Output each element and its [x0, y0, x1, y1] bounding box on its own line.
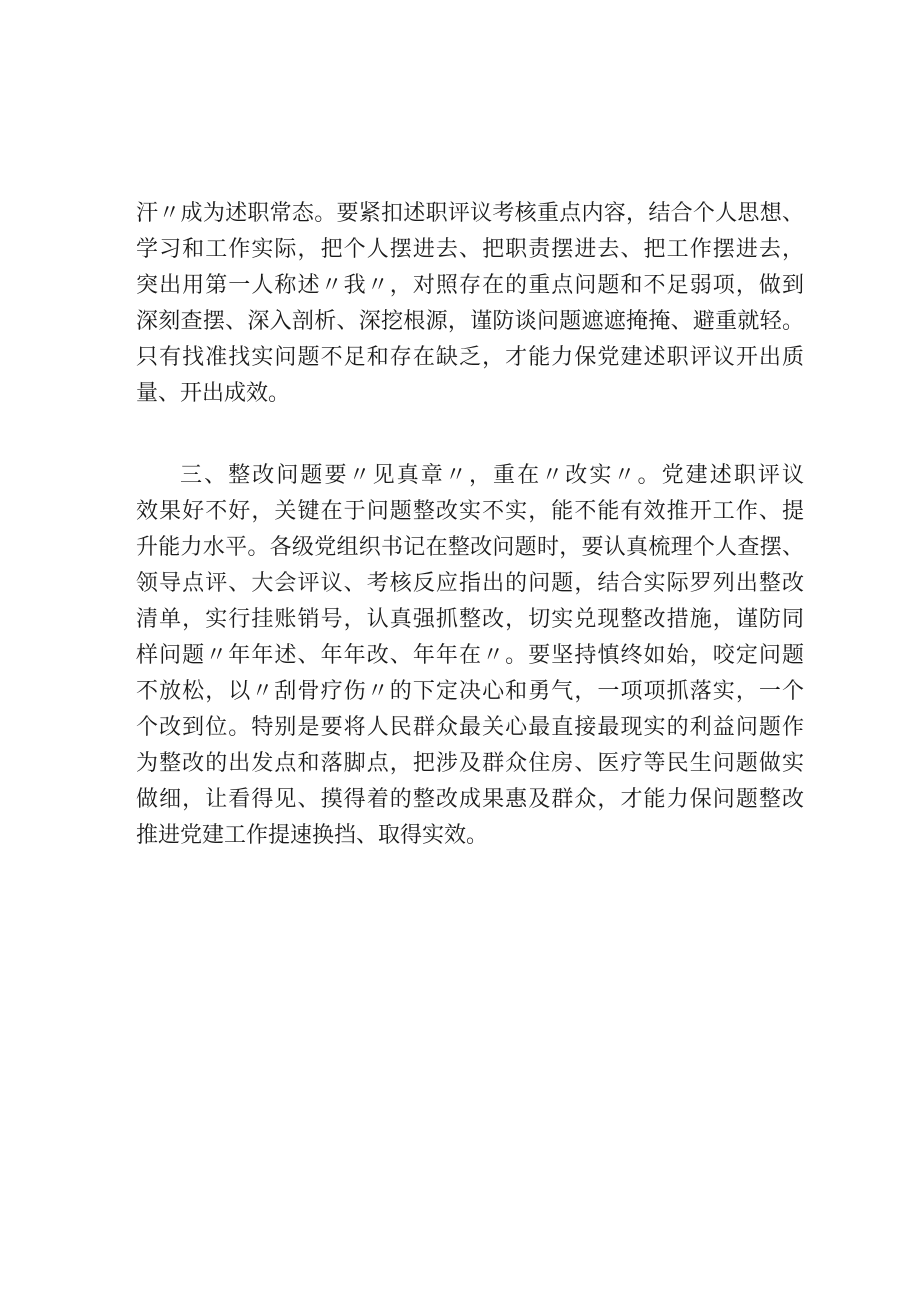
- text-line: 为整改的出发点和落脚点，把涉及群众住房、医疗等民生问题做实: [136, 751, 804, 776]
- text-line: 样问题〃年年述、年年改、年年在〃。要坚持慎终如始，咬定问题: [136, 643, 804, 668]
- text-line: 效果好不好，关键在于问题整改实不实，能不能有效推开工作、提: [136, 499, 804, 524]
- text-line: 学习和工作实际，把个人摆进去、把职责摆进去、把工作摆进去，: [136, 237, 804, 262]
- text-line: 汗〃成为述职常态。要紧扣述职评议考核重点内容，结合个人思想、: [136, 201, 804, 226]
- text-line: 个改到位。特别是要将人民群众最关心最直接最现实的利益问题作: [136, 715, 804, 740]
- text-line: 只有找准找实问题不足和存在缺乏，才能力保党建述职评议开出质: [136, 345, 804, 370]
- paragraph-1: [136, 196, 804, 412]
- text-line: 领导点评、大会评议、考核反应指出的问题，结合实际罗列出整改: [136, 571, 804, 596]
- text-line: 量、开出成效。: [136, 381, 291, 406]
- text-line: 三、整改问题要〃见真章〃，重在〃改实〃。党建述职评议: [180, 463, 804, 488]
- text-line: 不放松，以〃刮骨疗伤〃的下定决心和勇气，一项项抓落实，一个: [136, 679, 804, 704]
- text-line: 升能力水平。各级党组织书记在整改问题时，要认真梳理个人查摆、: [136, 535, 804, 560]
- text-line: 推进党建工作提速换挡、取得实效。: [136, 823, 489, 848]
- text-line: 清单，实行挂账销号，认真强抓整改，切实兑现整改措施，谨防同: [136, 607, 804, 632]
- text-line: 突出用第一人称述〃我〃，对照存在的重点问题和不足弱项，做到: [136, 273, 804, 298]
- text-line: 深刻查摆、深入剖析、深挖根源，谨防谈问题遮遮掩掩、避重就轻。: [136, 309, 804, 334]
- text-line: 做细，让看得见、摸得着的整改成果惠及群众，才能力保问题整改: [136, 787, 804, 812]
- paragraph-2: [136, 458, 804, 854]
